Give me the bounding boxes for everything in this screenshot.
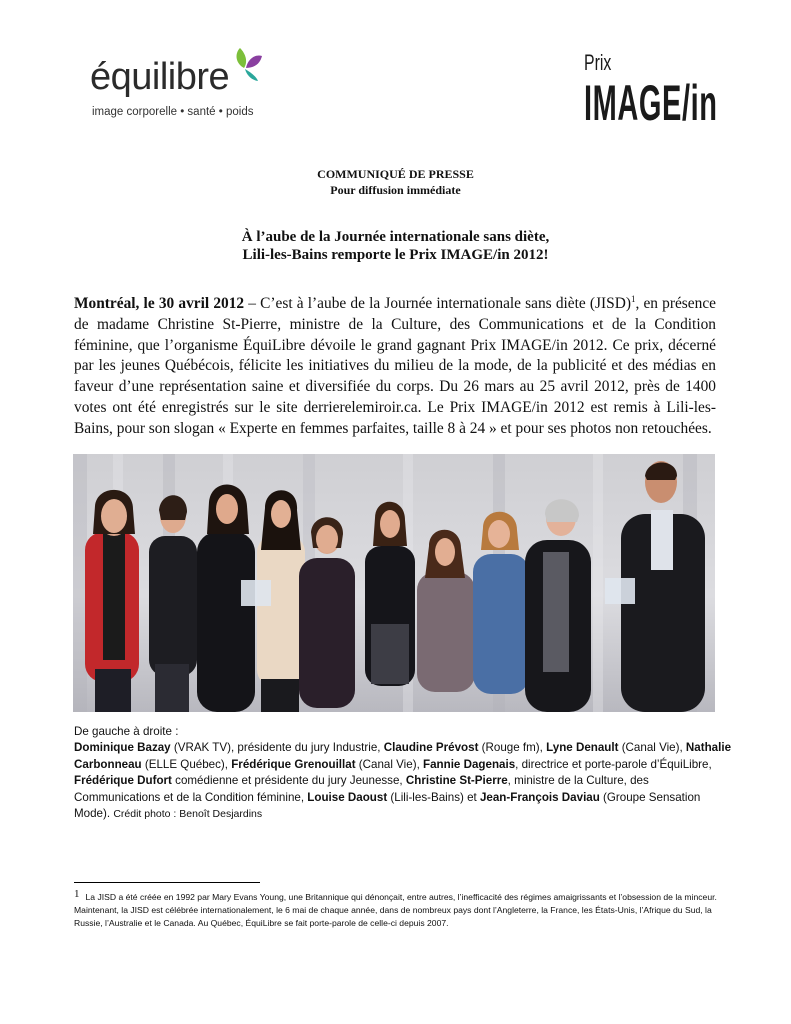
caption-names: Dominique Bazay (VRAK TV), présidente du jury Industrie, Claudine Prévost (Rouge fm), Lyne Denault (Canal Vie), Nathalie Carbonneau (ELLE Québec), Frédérique Grenouillat (Canal Vie), Fannie Dagenais, directrice et porte-parole d’ÉquiLibre, Frédérique Dufort comédienne et présidente du jury Jeunesse, Christine St-Pierre, ministre de la Culture, des Communications et de la Condition féminine, Louise Daoust (Lili-les-Bains) et Jean-François Daviau (Groupe Sensation Mode). Crédit photo : Benoît Desjardins [74,741,732,821]
press-release-label: COMMUNIQUÉ DE PRESSE [317,167,474,181]
footnote [74,888,724,930]
person-name: Jean-François Daviau [479,790,600,804]
footnote-text: La JISD a été créée en 1992 par Mary Evans Young, une Britannique qui dénonçait, entre autres, l’inefficacité des régimes amaigrissants et l’obsession de la minceur. Maintenant, la JISD est célébrée internationalement, le 6 mai de chaque année, dans de nombreux pays dont l’Angleterre, la France, les États-Unis, l’Afrique du Sud, la Russie, l’Australie et le Canada. Au Québec, ÉquiLibre se fait porte-parole de celle-ci depuis 2007. [74,892,717,928]
prix-image-logo [584,50,718,132]
person-name: Louise Daoust [307,790,388,804]
person-name: Nathalie Carbonneau [74,741,732,771]
immediate-release-label: Pour diffusion immédiate [330,183,461,197]
person-name: Frédérique Dufort [74,774,172,788]
leaf-icon [230,46,264,82]
prix-label: Prix [584,50,612,75]
footnote-number: 1 [74,888,80,900]
caption-intro: De gauche à droite : [74,725,179,738]
equilibre-logo [90,46,270,126]
title-line-2: Lili-les-Bains remporte le Prix IMAGE/in 2012! [242,247,549,263]
body-text-2: , en présence de madame Christine St-Pierre, ministre de la Culture, des Communications et de la Condition féminine, que l’organisme ÉquiLibre dévoile le grand gagnant Prix IMAGE/in 2012. Ce prix, décerné par les jeunes Québécois, félicite les initiatives du milieu de la mode, de la publicité et des médias en faveur d’une représentation saine et diversifiée du corps. Du 26 mars au 25 avril 2012, près de 1400 votes ont été enregistrés sur le site derrierelemiroir.ca. Le Prix IMAGE/in 2012 est remis à Lili-les-Bains, pour son slogan « Experte en femmes parfaites, taille 8 à 24 » et pour ses photos non retouchées. [74,295,716,437]
title-line-1: À l’aube de la Journée internationale sans diète, [241,229,550,245]
person-name: Lyne Denault [546,741,619,755]
person-name: Christine St-Pierre [405,774,508,788]
person-name: Claudine Prévost [383,741,479,755]
photo-caption [74,724,734,822]
footnote-divider [74,882,260,883]
dateline: Montréal, le 30 avril 2012 [74,295,245,312]
footnote-ref: 1 [630,293,636,304]
person-name: Frédérique Grenouillat [231,757,356,771]
image-in-label: IMAGE/in [584,75,718,131]
body-text-1: – C’est à l’aube de la Journée internationale sans diète (JISD) [244,295,631,312]
person-name: Fannie Dagenais [423,757,516,771]
photo-credit: Crédit photo : Benoît Desjardins [113,808,263,821]
equilibre-wordmark: équilibre [90,56,230,98]
equilibre-tagline: image corporelle • santé • poids [92,106,254,118]
person-name: Dominique Bazay [74,741,171,755]
group-photo [73,454,715,712]
body-paragraph [74,294,716,440]
